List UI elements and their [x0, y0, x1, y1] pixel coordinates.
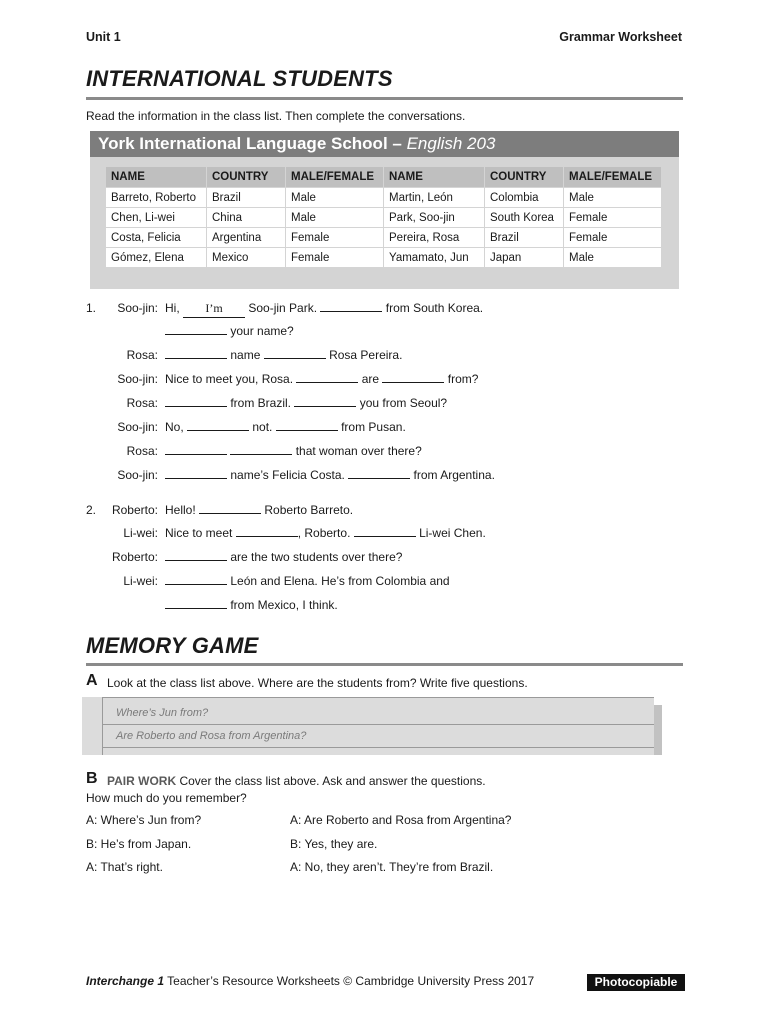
col-header: MALE/FEMALE [286, 167, 384, 188]
line-text: your name? [230, 324, 294, 338]
cell: Male [286, 208, 384, 228]
answer-blank[interactable] [294, 394, 356, 407]
line-text: Nice to meet [165, 526, 233, 540]
table-header-row [106, 167, 662, 188]
speaker: Roberto: [111, 550, 158, 564]
speaker: Li-wei: [123, 526, 158, 540]
col-header: NAME [384, 167, 485, 188]
unit-label: Unit 1 [86, 30, 121, 44]
example-answer: I’m [183, 299, 245, 318]
section-title-international-students: INTERNATIONAL STUDENTS [86, 66, 393, 91]
photocopiable-badge: Photocopiable [587, 974, 685, 991]
line-text: from Pusan. [341, 420, 406, 434]
line-text: Hello! [165, 503, 196, 517]
conversation-line [165, 370, 478, 388]
conversation-line [165, 572, 450, 590]
conversation-line [165, 596, 338, 614]
cell: South Korea [485, 208, 564, 228]
cell: Mexico [207, 248, 286, 268]
exercise-b-subtext: How much do you remember? [86, 791, 247, 805]
line-text: Roberto Barreto. [264, 503, 354, 517]
speaker: Soo-jin: [117, 468, 158, 482]
answer-blank[interactable] [264, 346, 326, 359]
line-text: are the two students over there? [230, 550, 403, 564]
dialogue-line: A: Where’s Jun from? [86, 813, 202, 827]
line-text: No, [165, 420, 184, 434]
dialogue-line: B: He’s from Japan. [86, 837, 192, 851]
answer-blank[interactable] [348, 466, 410, 479]
line-text: Soo-jin Park. [248, 301, 318, 315]
exercise-b-instructions [107, 774, 486, 788]
line-text: Rosa Pereira. [329, 348, 403, 362]
cell: Martin, León [384, 188, 485, 208]
answer-blank[interactable] [165, 394, 227, 407]
conversation-line [165, 466, 495, 484]
speaker: Rosa: [126, 348, 158, 362]
notepad-example: Where’s Jun from? [116, 707, 209, 719]
exercise-number-1: 1. [86, 301, 97, 315]
line-text: from? [447, 372, 479, 386]
conversation-line [165, 322, 294, 340]
course-name: English 203 [406, 134, 496, 153]
cell: Male [564, 188, 662, 208]
school-name [98, 134, 495, 154]
table-row [106, 188, 662, 208]
line-text: Li-wei Chen. [419, 526, 486, 540]
col-header: NAME [106, 167, 207, 188]
conversation-line [165, 524, 486, 542]
table-row [106, 208, 662, 228]
footer-credit [86, 974, 534, 988]
notepad-line [102, 724, 654, 725]
exercise-b-text: Cover the class list above. Ask and answer the questions. [179, 774, 486, 788]
answer-blank[interactable] [296, 370, 358, 383]
footer-text: Teacher’s Resource Worksheets © Cambridge University Press 2017 [167, 974, 535, 988]
notepad-line [102, 747, 654, 748]
answer-blank[interactable] [165, 322, 227, 335]
line-text: that woman over there? [295, 444, 422, 458]
answer-blank[interactable] [165, 572, 227, 585]
dialogue-line: A: Are Roberto and Rosa from Argentina? [290, 813, 512, 827]
speaker: Rosa: [126, 396, 158, 410]
exercise-letter-a: A [86, 672, 98, 689]
exercise-a-instructions: Look at the class list above. Where are the students from? Write five questions. [107, 676, 528, 690]
cell: Brazil [207, 188, 286, 208]
cell: Brazil [485, 228, 564, 248]
speaker: Soo-jin: [117, 372, 158, 386]
conversation-line [165, 501, 353, 519]
footer-brand: Interchange 1 [86, 974, 165, 988]
cell: Gómez, Elena [106, 248, 207, 268]
cell: Argentina [207, 228, 286, 248]
answer-blank[interactable] [165, 548, 227, 561]
class-list-panel [90, 131, 679, 289]
cell: Pereira, Rosa [384, 228, 485, 248]
cell: Female [564, 228, 662, 248]
notepad-shadow [654, 705, 662, 755]
speaker: Roberto: [111, 503, 158, 517]
col-header: MALE/FEMALE [564, 167, 662, 188]
answer-blank[interactable] [187, 418, 249, 431]
col-header: COUNTRY [485, 167, 564, 188]
line-text: not. [252, 420, 273, 434]
line-text: Hi, [165, 301, 180, 315]
speaker: Rosa: [126, 444, 158, 458]
cell: Female [286, 248, 384, 268]
line-text: León and Elena. He’s from Colombia and [230, 574, 450, 588]
speaker: Soo-jin: [117, 301, 158, 315]
class-list-header [90, 131, 679, 157]
cell: Male [564, 248, 662, 268]
title-rule [86, 663, 683, 666]
answer-blank[interactable] [354, 524, 416, 537]
line-text: from Mexico, I think. [230, 598, 338, 612]
cell: Male [286, 188, 384, 208]
instructions: Read the information in the class list. Then complete the conversations. [86, 109, 466, 123]
conversation-line [165, 346, 402, 364]
worksheet-type: Grammar Worksheet [559, 30, 682, 44]
line-text: , Roberto. [297, 526, 351, 540]
cell: Park, Soo-jin [384, 208, 485, 228]
answer-blank[interactable] [165, 596, 227, 609]
dialogue-line: A: No, they aren’t. They’re from Brazil. [290, 860, 494, 874]
notepad-line [102, 697, 654, 698]
exercise-number-2: 2. [86, 503, 97, 517]
answer-blank[interactable] [320, 299, 382, 312]
answer-blank[interactable] [165, 466, 227, 479]
exercise-letter-b: B [86, 770, 98, 787]
notepad-example: Are Roberto and Rosa from Argentina? [116, 730, 307, 742]
line-text: are [361, 372, 380, 386]
cell: Japan [485, 248, 564, 268]
answer-blank[interactable] [276, 418, 338, 431]
answer-blank[interactable] [199, 501, 261, 514]
cell: Barreto, Roberto [106, 188, 207, 208]
answer-blank[interactable] [236, 524, 298, 537]
answer-blank[interactable] [382, 370, 444, 383]
conversation-line [165, 418, 406, 436]
conversation-line [165, 394, 447, 412]
cell: Costa, Felicia [106, 228, 207, 248]
table-row [106, 248, 662, 268]
line-text: from Argentina. [413, 468, 495, 482]
dialogue-line: B: Yes, they are. [290, 837, 378, 851]
writing-notepad [82, 697, 654, 755]
pair-work-label: PAIR WORK [107, 774, 177, 788]
answer-blank[interactable] [165, 442, 227, 455]
line-text: name [230, 348, 261, 362]
school-title: York International Language School – [98, 134, 402, 153]
line-text: from Brazil. [230, 396, 292, 410]
section-title-memory-game: MEMORY GAME [86, 633, 259, 658]
dialogue-line: A: That’s right. [86, 860, 163, 874]
table-row [106, 228, 662, 248]
answer-blank[interactable] [230, 442, 292, 455]
speaker: Soo-jin: [117, 420, 158, 434]
title-rule [86, 97, 683, 100]
answer-blank[interactable] [165, 346, 227, 359]
conversation-line [165, 299, 483, 317]
line-text: from South Korea. [385, 301, 484, 315]
speaker: Li-wei: [123, 574, 158, 588]
line-text: name’s Felicia Costa. [230, 468, 345, 482]
col-header: COUNTRY [207, 167, 286, 188]
cell: Female [564, 208, 662, 228]
conversation-line [165, 442, 422, 460]
line-text: Nice to meet you, Rosa. [165, 372, 294, 386]
class-list-table [105, 166, 662, 268]
cell: Colombia [485, 188, 564, 208]
cell: China [207, 208, 286, 228]
line-text: you from Seoul? [359, 396, 448, 410]
cell: Chen, Li-wei [106, 208, 207, 228]
cell: Yamamato, Jun [384, 248, 485, 268]
cell: Female [286, 228, 384, 248]
conversation-line [165, 548, 402, 566]
